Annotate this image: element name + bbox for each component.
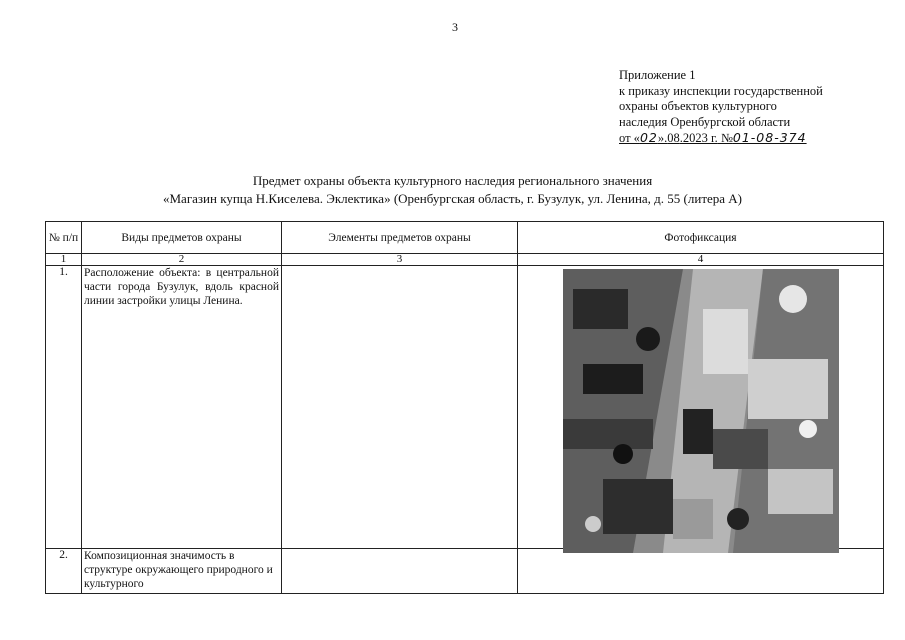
index-4: 4 — [518, 254, 884, 266]
date-month: 08 — [667, 131, 680, 145]
appendix-line-2: к приказу инспекции государственной — [619, 83, 823, 98]
row-elements — [282, 266, 518, 549]
protection-subject-table — [45, 221, 884, 594]
document-title — [0, 172, 905, 208]
title-line-1: Предмет охраны объекта культурного наследия регионального значения — [252, 173, 653, 188]
date-mid: ». — [657, 131, 668, 145]
aerial-photo-icon — [563, 269, 839, 553]
number-prefix: № — [717, 131, 733, 145]
appendix-header — [619, 68, 823, 147]
appendix-line-3: охраны объектов культурного — [619, 99, 777, 113]
table-row — [46, 266, 884, 549]
index-1: 1 — [46, 254, 82, 266]
appendix-line-1: Приложение 1 — [619, 68, 696, 82]
row-photo-cell — [518, 266, 884, 549]
date-year: .2023 г. — [679, 131, 718, 145]
table-index-row — [46, 254, 884, 266]
page-number: 3 — [452, 20, 458, 34]
row-protection-type: Расположение объекта: в центральной части города Бузулук, вдоль красной линии застройки улицы Ленина. — [82, 266, 282, 549]
row-number: 2. — [46, 549, 82, 594]
appendix-order-line — [619, 130, 823, 147]
header-number: № п/п — [46, 222, 82, 254]
row-number: 1. — [46, 266, 82, 549]
index-2: 2 — [82, 254, 282, 266]
header-protection-elements: Элементы предметов охраны — [282, 222, 518, 254]
table-header-row — [46, 222, 884, 254]
row-protection-type: Композиционная значимость в структуре окружающего природного и культурного — [82, 549, 282, 594]
row-photo-cell — [518, 549, 884, 594]
header-photo: Фотофиксация — [518, 222, 884, 254]
date-prefix: от « — [619, 131, 640, 145]
title-line-2: «Магазин купца Н.Киселева. Эклектика» (Оренбургская область, г. Бузулук, ул. Ленина, д. 55 (литера А) — [162, 191, 743, 206]
table-row — [46, 549, 884, 594]
index-3: 3 — [282, 254, 518, 266]
order-number: 01-08-374 — [732, 130, 807, 145]
header-protection-types: Виды предметов охраны — [82, 222, 282, 254]
row-elements — [282, 549, 518, 594]
date-day: 02 — [639, 130, 658, 145]
appendix-line-4: наследия Оренбургской области — [619, 114, 791, 129]
